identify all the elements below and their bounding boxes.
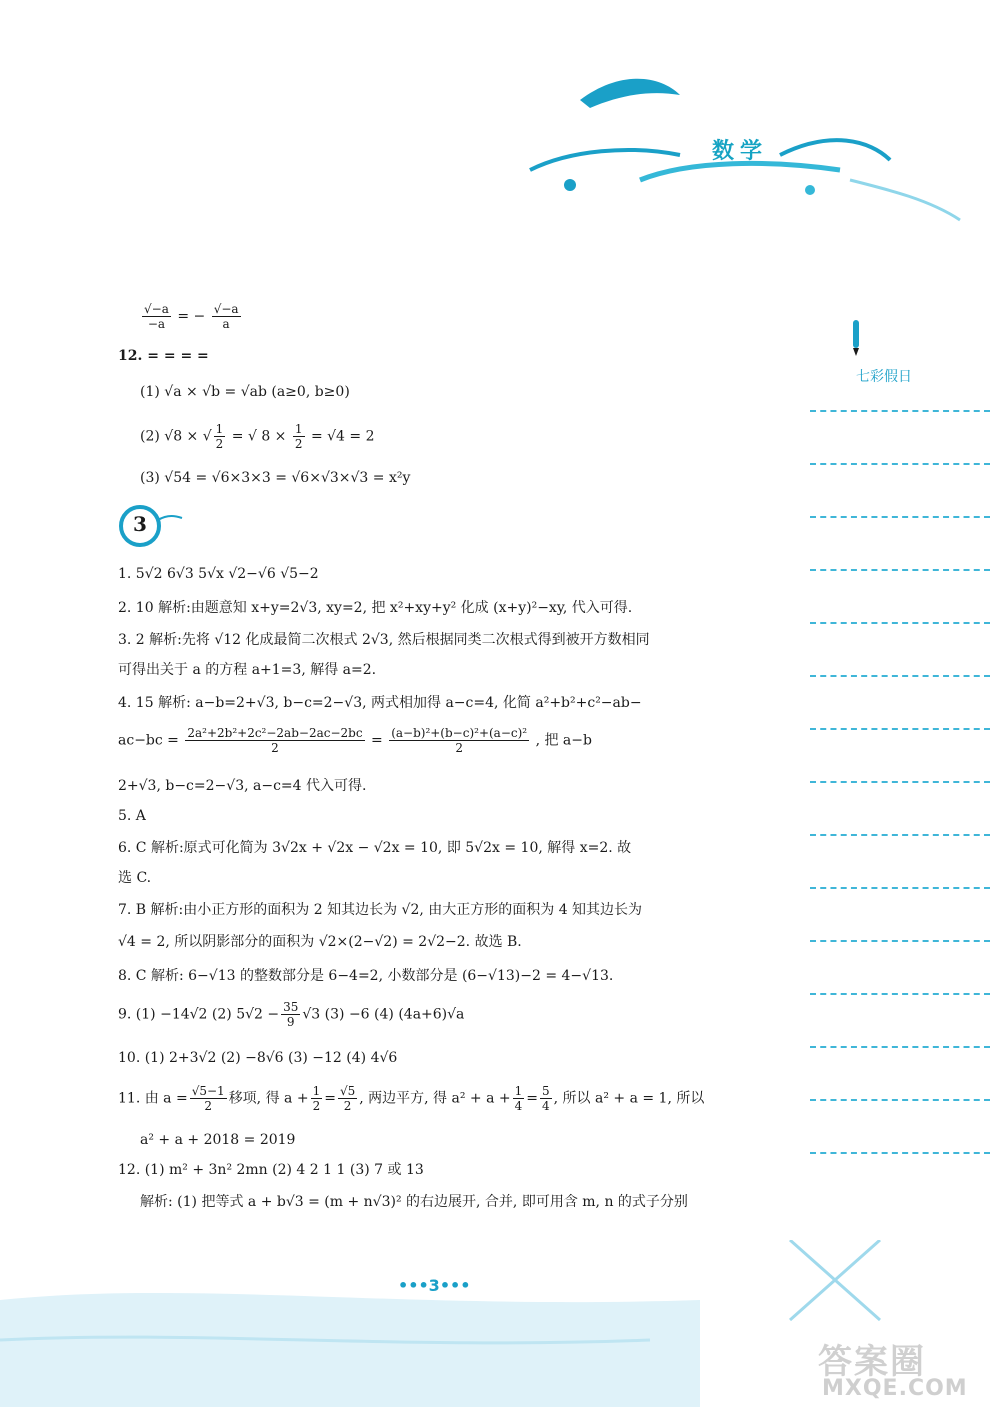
section-badge-circle bbox=[116, 502, 186, 552]
answer-line: 1. 5√2 6√3 5√x √2−√6 √5−2 bbox=[118, 566, 319, 582]
sidebar-label: 七彩假日 bbox=[856, 369, 912, 385]
answer-line: 4. 15 解析: a−b=2+√3, b−c=2−√3, 两式相加得 a−c=4, 化简 a²+b²+c²−ab− bbox=[118, 695, 642, 711]
subject-title: 数学 bbox=[712, 139, 769, 164]
answer-line: 12. (1) m² + 3n² 2mn (2) 4 2 1 1 (3) 7 或 13 bbox=[118, 1162, 424, 1178]
answer-line: 3. 2 解析:先将 √12 化成最简二次根式 2√3, 然后根据同类二次根式得到被开方数相同 bbox=[118, 632, 650, 648]
watermark-url: MXQE.COM bbox=[822, 1376, 968, 1401]
answer-line: 选 C. bbox=[118, 870, 152, 886]
section-number: 3 bbox=[133, 512, 147, 536]
answer-line: √4 = 2, 所以阴影部分的面积为 √2×(2−√2) = 2√2−2. 故选 B. bbox=[118, 934, 522, 950]
pen-icon bbox=[846, 318, 866, 358]
answer-line: (3) √54 = √6×3×3 = √6×√3×√3 = x²y bbox=[140, 470, 411, 486]
answer-line: 9. (1) −14√2 (2) 5√2 − $\frac{35}{9}$ √3 (3) −6 (4) (4a+6)√a bbox=[118, 1000, 465, 1029]
answer-line: 11. 由 a = $\frac{√5-1}{2}$ 移项, 得 a + $\frac{1}{2}$ = $\frac{√5}{2}$ , 两边平方, 得 a² + a + $\frac{1}{4}$ = $\frac{5}{4}$ , 所以 a² + a = 1, 所以 bbox=[118, 1084, 705, 1113]
answer-line: (2) √8 × √ $\frac{1}{2}$ = √ 8 × $\frac{1}{2}$ = √4 = 2 bbox=[140, 422, 375, 451]
answer-line: ac−bc = $\frac{\text{2a²+2b²+2c²−2ab−2ac−2bc}}{2}$ = $\frac{\text{(a−b)²+(b−c)²+(a−c)²}}{2}$ , 把 a−b bbox=[118, 726, 592, 755]
answer-line: 2+√3, b−c=2−√3, a−c=4 代入可得. bbox=[118, 778, 367, 794]
answer-line: a² + a + 2018 = 2019 bbox=[140, 1132, 296, 1148]
answer-line: 6. C 解析:原式可化简为 3√2x + √2x − √2x = 10, 即 5√2x = 10, 解得 x=2. 故 bbox=[118, 840, 632, 856]
answer-line: 5. A bbox=[118, 808, 146, 824]
answer-line: 8. C 解析: 6−√13 的整数部分是 6−4=2, 小数部分是 (6−√13)−2 = 4−√13. bbox=[118, 968, 614, 984]
answer-line: (1) √a × √b = √ab (a≥0, b≥0) bbox=[140, 384, 350, 400]
answer-line: 2. 10 解析:由题意知 x+y=2√3, xy=2, 把 x²+xy+y² 化成 (x+y)²−xy, 代入可得. bbox=[118, 600, 633, 616]
answer-line: 可得出关于 a 的方程 a+1=3, 解得 a=2. bbox=[118, 662, 377, 678]
answer-line: 解析: (1) 把等式 a + b√3 = (m + n√3)² 的右边展开, 合并, 即可用含 m, n 的式子分别 bbox=[140, 1194, 688, 1210]
answer-line: 10. (1) 2+3√2 (2) −8√6 (3) −12 (4) 4√6 bbox=[118, 1050, 398, 1066]
answer-line: $\frac{√-a}{-a}$ = − $\frac{√-a}{a}$ bbox=[144, 302, 239, 331]
page-number: •••3••• bbox=[398, 1276, 471, 1295]
answer-line: 7. B 解析:由小正方形的面积为 2 知其边长为 √2, 由大正方形的面积为 4 知其边长为 bbox=[118, 902, 643, 918]
watermark: 答案圈 bbox=[818, 1342, 926, 1382]
answer-line: 12. = = = = bbox=[118, 348, 209, 364]
